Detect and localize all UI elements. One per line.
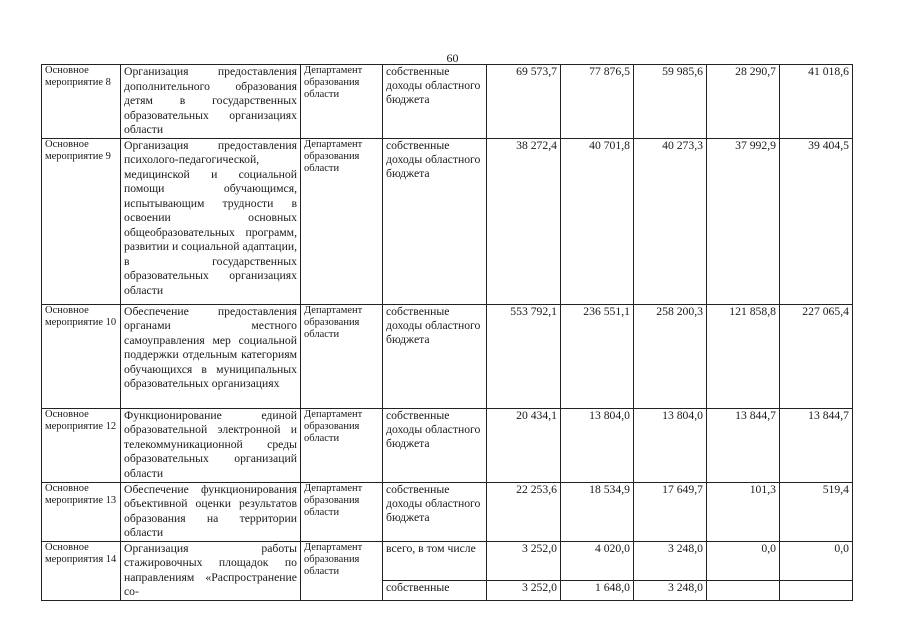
table-row [42, 138, 853, 304]
value-cell: 40 273,3 [634, 138, 707, 304]
value-cell: 13 844,7 [707, 408, 780, 482]
value-cell: 13 804,0 [561, 408, 634, 482]
table-row [42, 304, 853, 408]
value-cell: 17 649,7 [634, 482, 707, 541]
executor: Департамент образования области [301, 482, 383, 541]
executor: Департамент образования области [301, 541, 383, 600]
activity-name: Обеспечение функционирования объективной оценки результатов образования на территории области [121, 482, 301, 541]
value-cell: 3 252,0 [487, 541, 561, 581]
activity-name: Функционирование единой образовательной электронной и телекоммуникационной среды образовательных организаций области [121, 408, 301, 482]
value-cell: 519,4 [780, 482, 853, 541]
value-cell [707, 581, 780, 600]
value-cell: 0,0 [707, 541, 780, 581]
executor: Департамент образования области [301, 304, 383, 408]
activity-code: Основное мероприятие 10 [42, 304, 121, 408]
value-cell: 28 290,7 [707, 65, 780, 139]
table-row [42, 482, 853, 541]
value-cell: 121 858,8 [707, 304, 780, 408]
funding-source: собственные доходы областного бюджета [383, 408, 487, 482]
value-cell: 3 252,0 [487, 581, 561, 600]
activity-code: Основное мероприятия 14 [42, 541, 121, 600]
value-cell: 20 434,1 [487, 408, 561, 482]
executor: Департамент образования области [301, 65, 383, 139]
activity-code: Основное мероприятие 9 [42, 138, 121, 304]
value-cell: 13 804,0 [634, 408, 707, 482]
value-cell: 4 020,0 [561, 541, 634, 581]
value-cell: 40 701,8 [561, 138, 634, 304]
value-cell: 22 253,6 [487, 482, 561, 541]
budget-table [41, 64, 853, 601]
activity-name: Организация работы стажировочных площадок по направлениям «Распространение со- [121, 541, 301, 600]
funding-source: собственные доходы областного бюджета [383, 482, 487, 541]
funding-source: собственные доходы областного бюджета [383, 65, 487, 139]
table-row [42, 65, 853, 139]
value-cell: 77 876,5 [561, 65, 634, 139]
activity-name: Организация предоставления психолого-педагогической, медицинской и социальной помощи обучающимся, испытывающим трудности в освоении основных общеобразовательных программ, развитии и социальной адаптации, в государственных образовательных организациях области [121, 138, 301, 304]
value-cell: 18 534,9 [561, 482, 634, 541]
value-cell: 0,0 [780, 541, 853, 581]
value-cell: 41 018,6 [780, 65, 853, 139]
activity-code: Основное мероприятие 13 [42, 482, 121, 541]
page-number: 60 [446, 51, 459, 65]
funding-source: собственные доходы областного бюджета [383, 304, 487, 408]
table-row [42, 408, 853, 482]
value-cell: 258 200,3 [634, 304, 707, 408]
value-cell: 101,3 [707, 482, 780, 541]
executor: Департамент образования области [301, 408, 383, 482]
value-cell: 69 573,7 [487, 65, 561, 139]
activity-code: Основное мероприятие 12 [42, 408, 121, 482]
value-cell: 37 992,9 [707, 138, 780, 304]
funding-source: всего, в том числе [383, 541, 487, 581]
executor: Департамент образования области [301, 138, 383, 304]
funding-source: собственные доходы областного бюджета [383, 138, 487, 304]
value-cell: 13 844,7 [780, 408, 853, 482]
value-cell: 39 404,5 [780, 138, 853, 304]
value-cell: 3 248,0 [634, 581, 707, 600]
value-cell [780, 581, 853, 600]
activity-name: Организация предоставления дополнительного образования детям в государственных образовательных организациях области [121, 65, 301, 139]
value-cell: 38 272,4 [487, 138, 561, 304]
value-cell: 1 648,0 [561, 581, 634, 600]
value-cell: 227 065,4 [780, 304, 853, 408]
funding-source: собственные [383, 581, 487, 600]
table-row [42, 541, 853, 581]
activity-code: Основное мероприятие 8 [42, 65, 121, 139]
activity-name: Обеспечение предоставления органами местного самоуправления мер социальной поддержки отдельным категориям обучающихся в муниципальных образовательных организациях [121, 304, 301, 408]
value-cell: 553 792,1 [487, 304, 561, 408]
value-cell: 59 985,6 [634, 65, 707, 139]
value-cell: 3 248,0 [634, 541, 707, 581]
value-cell: 236 551,1 [561, 304, 634, 408]
